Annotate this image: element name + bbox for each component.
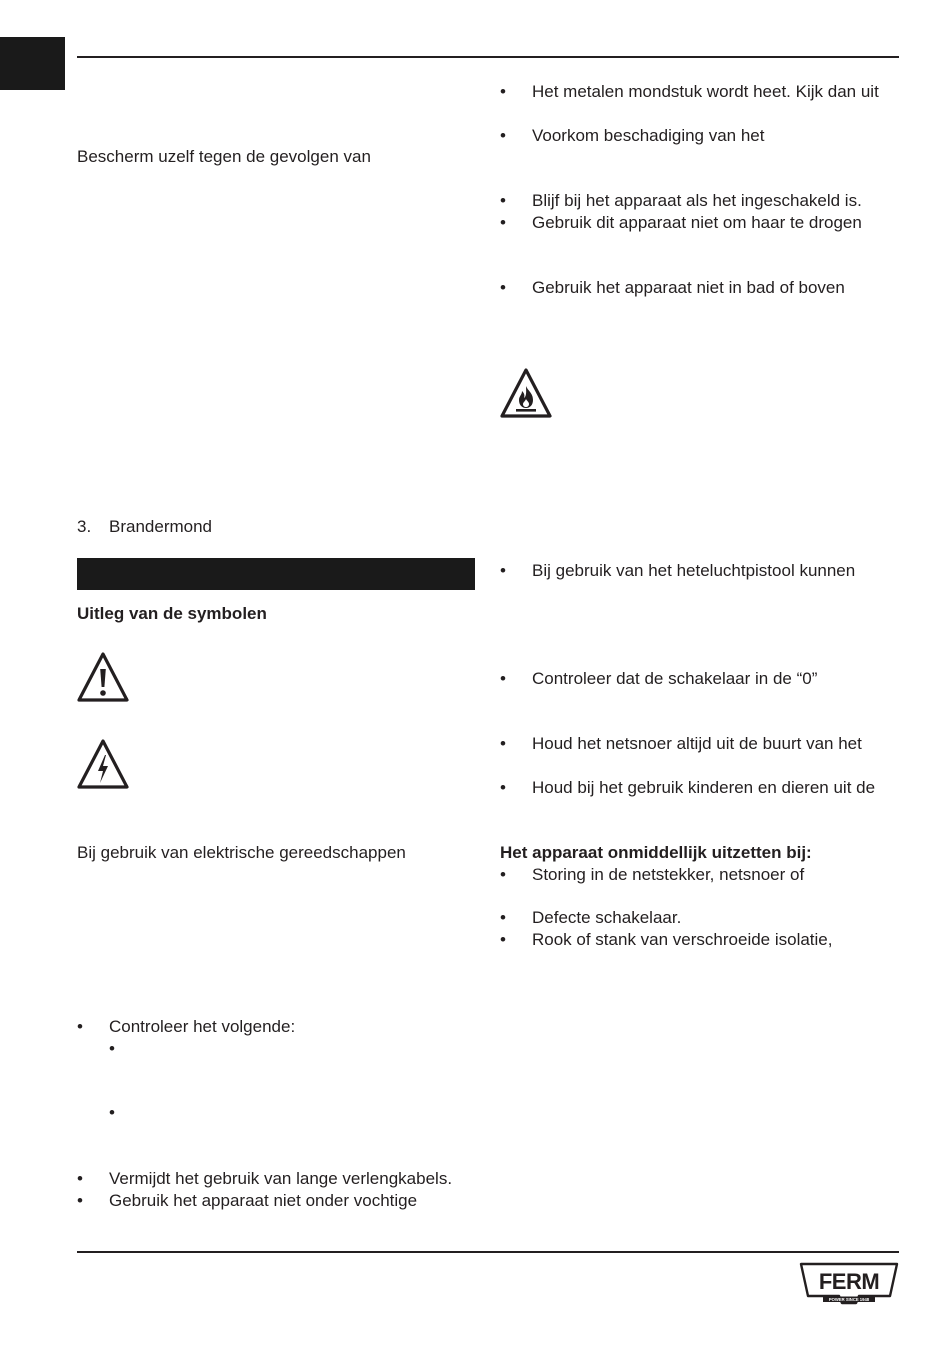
right-bullet-no-hair: Gebruik dit apparaat niet om haar te drogen	[532, 213, 862, 232]
bullet-marker: •	[500, 669, 506, 688]
logo-wordmark: FERM	[818, 1269, 880, 1294]
logo-tagline: POWER SINCE 1948	[828, 1297, 870, 1302]
right-bullet-children: Houd bij het gebruik kinderen en dieren uit de	[532, 778, 876, 797]
header-rule	[77, 56, 899, 58]
electric-hazard-icon	[77, 738, 129, 790]
bullet-marker: •	[500, 865, 506, 884]
intro-text: Bescherm uzelf tegen de gevolgen van	[77, 147, 371, 166]
left-bullet-humid: Gebruik het apparaat niet onder vochtige	[109, 1191, 418, 1210]
right-bullet-prevent-damage: Voorkom beschadiging van het	[532, 126, 765, 145]
bullet-marker: •	[500, 930, 506, 949]
right-bullet-cord: Houd het netsnoer altijd uit de buurt van het	[532, 734, 862, 753]
right-bullet-no-bath: Gebruik het apparaat niet in bad of boven	[532, 278, 845, 297]
symbols-heading: Uitleg van de symbolen	[77, 604, 267, 623]
bullet-marker: •	[77, 1017, 83, 1036]
warning-exclamation-icon	[77, 651, 129, 703]
fire-hazard-icon	[500, 367, 552, 419]
bullet-marker: •	[500, 82, 506, 101]
switch-off-heading: Het apparaat onmiddellijk uitzetten bij:	[500, 843, 812, 862]
bullet-marker: •	[500, 213, 506, 232]
bullet-marker: •	[500, 126, 506, 145]
left-bullet-check: Controleer het volgende:	[109, 1017, 296, 1036]
left-bullet-extension-cables: Vermijdt het gebruik van lange verlengkabels.	[109, 1169, 453, 1188]
bullet-marker: •	[500, 561, 506, 580]
electric-intro-text: Bij gebruik van elektrische gereedschappen	[77, 843, 406, 862]
right-bullet-hot-nozzle: Het metalen mondstuk wordt heet. Kijk dan uit	[532, 82, 879, 101]
bullet-marker: •	[77, 1169, 83, 1188]
numbered-item-text: Brandermond	[109, 517, 213, 536]
ferm-logo	[799, 1262, 899, 1306]
right-bullet-switch-zero: Controleer dat de schakelaar in de “0”	[532, 669, 818, 688]
footer-rule	[77, 1251, 899, 1253]
switch-off-bullet-smoke: Rook of stank van verschroeide isolatie,	[532, 930, 833, 949]
bullet-marker: •	[500, 191, 506, 210]
bullet-marker: •	[500, 734, 506, 753]
bullet-marker: •	[77, 1191, 83, 1210]
sub-bullet-marker: •	[109, 1039, 115, 1058]
section-header-bar	[77, 558, 475, 590]
switch-off-bullet-switch: Defecte schakelaar.	[532, 908, 682, 927]
bullet-marker: •	[500, 778, 506, 797]
sub-bullet-marker: •	[109, 1103, 115, 1122]
right-bullet-heat-gun: Bij gebruik van het heteluchtpistool kunnen	[532, 561, 856, 580]
switch-off-bullet-plug: Storing in de netstekker, netsnoer of	[532, 865, 805, 884]
right-bullet-stay: Blijf bij het apparaat als het ingeschakeld is.	[532, 191, 862, 210]
bullet-marker: •	[500, 278, 506, 297]
bullet-marker: •	[500, 908, 506, 927]
language-tab	[0, 37, 65, 90]
numbered-item-number: 3.	[77, 517, 92, 536]
